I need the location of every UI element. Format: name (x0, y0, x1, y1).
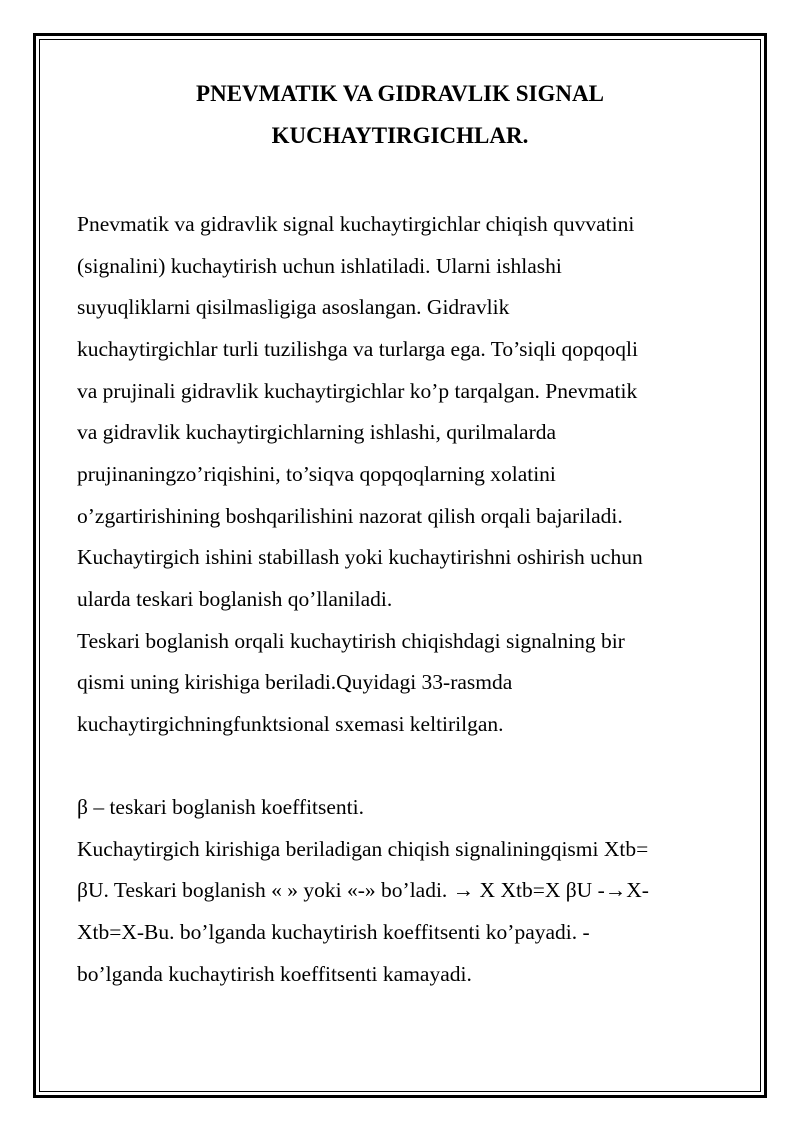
body-line: va prujinali gidravlik kuchaytirgichlar ko’p tarqalgan. Pnevmatik (77, 379, 638, 403)
body-line: Xtb=X-Bu. bo’lganda kuchaytirish koeffitsenti ko’payadi. - (77, 920, 590, 944)
body-line: prujinaningzo’riqishini, to’siqva qopqoqlarning xolatini (77, 462, 556, 486)
body-line: bo’lganda kuchaytirish koeffitsenti kamayadi. (77, 962, 472, 986)
body-line: kuchaytirgichningfunktsional sxemasi keltirilgan. (77, 712, 504, 736)
body-line: qismi uning kirishiga beriladi.Quyidagi 33-rasmda (77, 670, 513, 694)
body-line: kuchaytirgichlar turli tuzilishga va turlarga ega. To’siqli qopqoqli (77, 337, 638, 361)
body-line: va gidravlik kuchaytirgichlarning ishlashi, qurilmalarda (77, 420, 557, 444)
body-line: β – teskari boglanish koeffitsenti. (77, 795, 365, 819)
body-line: ularda teskari boglanish qo’llaniladi. (77, 587, 393, 611)
title-line-2: KUCHAYTIRGICHLAR. (271, 123, 529, 148)
title-line-1: PNEVMATIK VA GIDRAVLIK SIGNAL (196, 81, 604, 106)
body-line: Kuchaytirgich kirishiga beriladigan chiqish signaliningqismi Xtb= (77, 837, 649, 861)
body-line: suyuqliklarni qisilmasligiga asoslangan. Gidravlik (77, 295, 510, 319)
body-line: Kuchaytirgich ishini stabillash yoki kuchaytirishni oshirish uchun (77, 545, 643, 569)
body-line: Teskari boglanish orqali kuchaytirish chiqishdagi signalning bir (77, 629, 625, 653)
body-line: o’zgartirishining boshqarilishini nazorat qilish orqali bajariladi. (77, 504, 623, 528)
body-line: Pnevmatik va gidravlik signal kuchaytirgichlar chiqish quvvatini (77, 212, 635, 236)
body-line: (signalini) kuchaytirish uchun ishlatiladi. Ularni ishlashi (77, 254, 562, 278)
body-line: βU. Teskari boglanish « » yoki «-» bo’ladi. → X Xtb=X βU -→X- (77, 878, 649, 902)
